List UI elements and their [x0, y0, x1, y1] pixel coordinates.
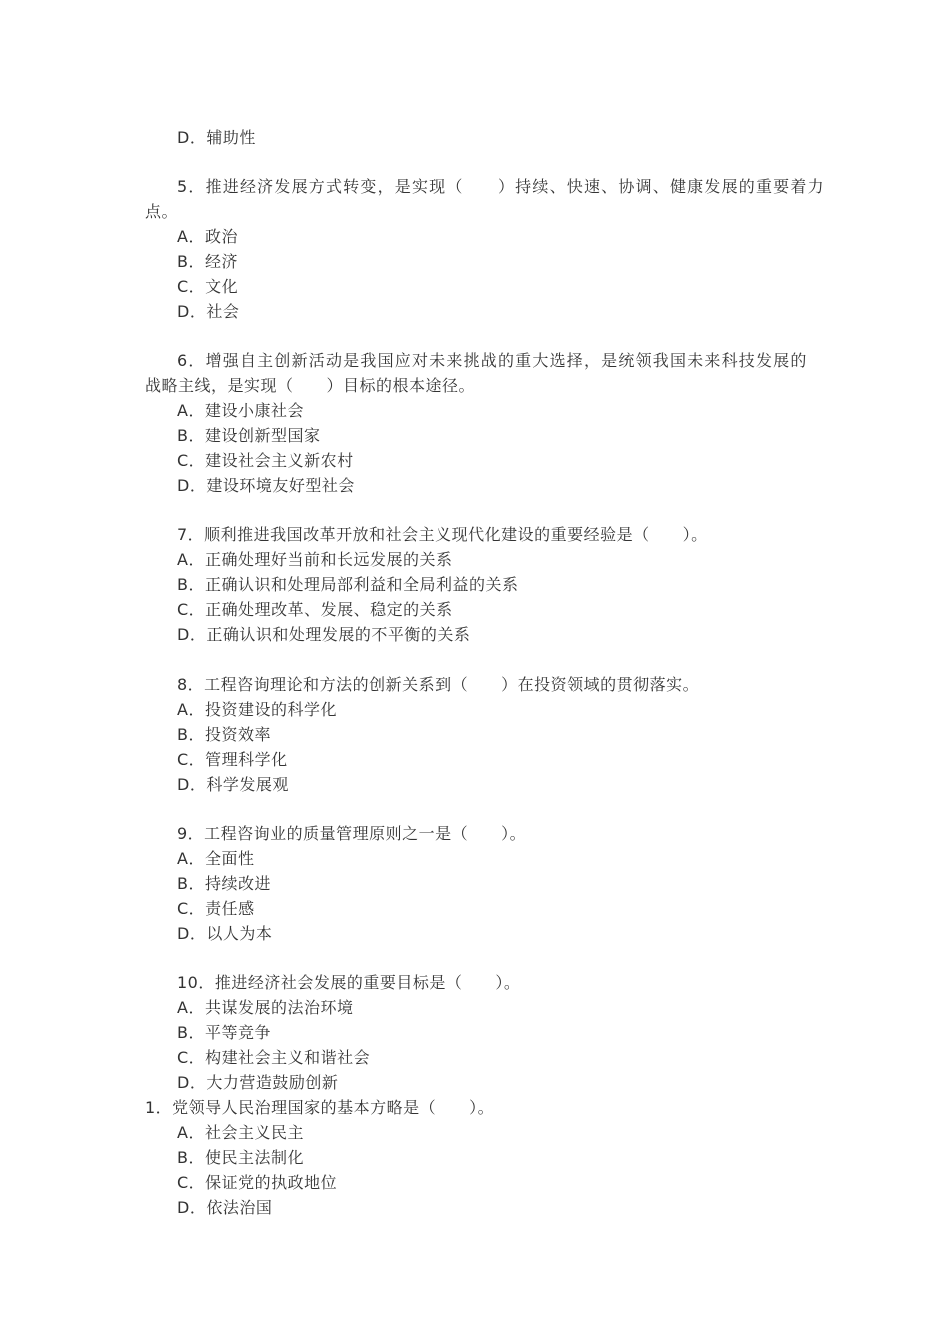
question-9-option-d: D．以人为本	[177, 924, 273, 943]
question-9-option-c: C．责任感	[177, 899, 255, 918]
question-8-stem: 8．工程咨询理论和方法的创新关系到（ ）在投资领域的贯彻落实。	[177, 675, 700, 694]
question-7-option-a: A．正确处理好当前和长远发展的关系	[177, 550, 453, 569]
question-6-option-c: C．建设社会主义新农村	[177, 451, 354, 470]
question-6-option-d: D．建设环境友好型社会	[177, 476, 355, 495]
question-5-option-d: D．社会	[177, 302, 240, 321]
question-5-option-a: A．政治	[177, 227, 238, 246]
question-6-option-b: B．建设创新型国家	[177, 426, 321, 445]
question-1-option-c: C．保证党的执政地位	[177, 1173, 338, 1192]
question-10-option-c: C．构建社会主义和谐社会	[177, 1048, 371, 1067]
question-7-stem: 7．顺利推进我国改革开放和社会主义现代化建设的重要经验是（ ）。	[177, 525, 708, 544]
question-8-option-d: D．科学发展观	[177, 775, 289, 794]
question-1-option-b: B．使民主法制化	[177, 1148, 304, 1167]
question-7-option-c: C．正确处理改革、发展、稳定的关系	[177, 600, 453, 619]
question-6-stem-cont: 战略主线，是实现（ ）目标的根本途径。	[145, 376, 476, 395]
question-10-option-a: A．共谋发展的法治环境	[177, 998, 354, 1017]
question-1-option-d: D．依法治国	[177, 1198, 273, 1217]
question-7-option-b: B．正确认识和处理局部利益和全局利益的关系	[177, 575, 519, 594]
question-7-option-d: D．正确认识和处理发展的不平衡的关系	[177, 625, 471, 644]
question-6-option-a: A．建设小康社会	[177, 401, 304, 420]
question-5-stem: 5．推进经济发展方式转变，是实现（ ）持续、快速、协调、健康发展的重要着力	[177, 177, 825, 196]
question-8-option-c: C．管理科学化	[177, 750, 288, 769]
question-8-option-b: B．投资效率	[177, 725, 271, 744]
question-6-stem: 6．增强自主创新活动是我国应对未来挑战的重大选择，是统领我国未来科技发展的	[177, 351, 808, 370]
question-9-stem: 9．工程咨询业的质量管理原则之一是（ ）。	[177, 824, 527, 843]
question-5-option-c: C．文化	[177, 277, 239, 296]
question-10-option-d: D．大力营造鼓励创新	[177, 1073, 339, 1092]
question-5-stem-cont: 点。	[145, 202, 179, 221]
question-9-option-a: A．全面性	[177, 849, 255, 868]
question-8-option-a: A．投资建设的科学化	[177, 700, 337, 719]
question-10-stem: 10．推进经济社会发展的重要目标是（ ）。	[177, 973, 521, 992]
question-1-stem: 1．党领导人民治理国家的基本方略是（ ）。	[145, 1098, 495, 1117]
question-9-option-b: B．持续改进	[177, 874, 271, 893]
question-1-option-a: A．社会主义民主	[177, 1123, 304, 1142]
question-5-option-b: B．经济	[177, 252, 238, 271]
question-10-option-b: B．平等竞争	[177, 1023, 271, 1042]
option-d-prev: D．辅助性	[177, 128, 256, 147]
